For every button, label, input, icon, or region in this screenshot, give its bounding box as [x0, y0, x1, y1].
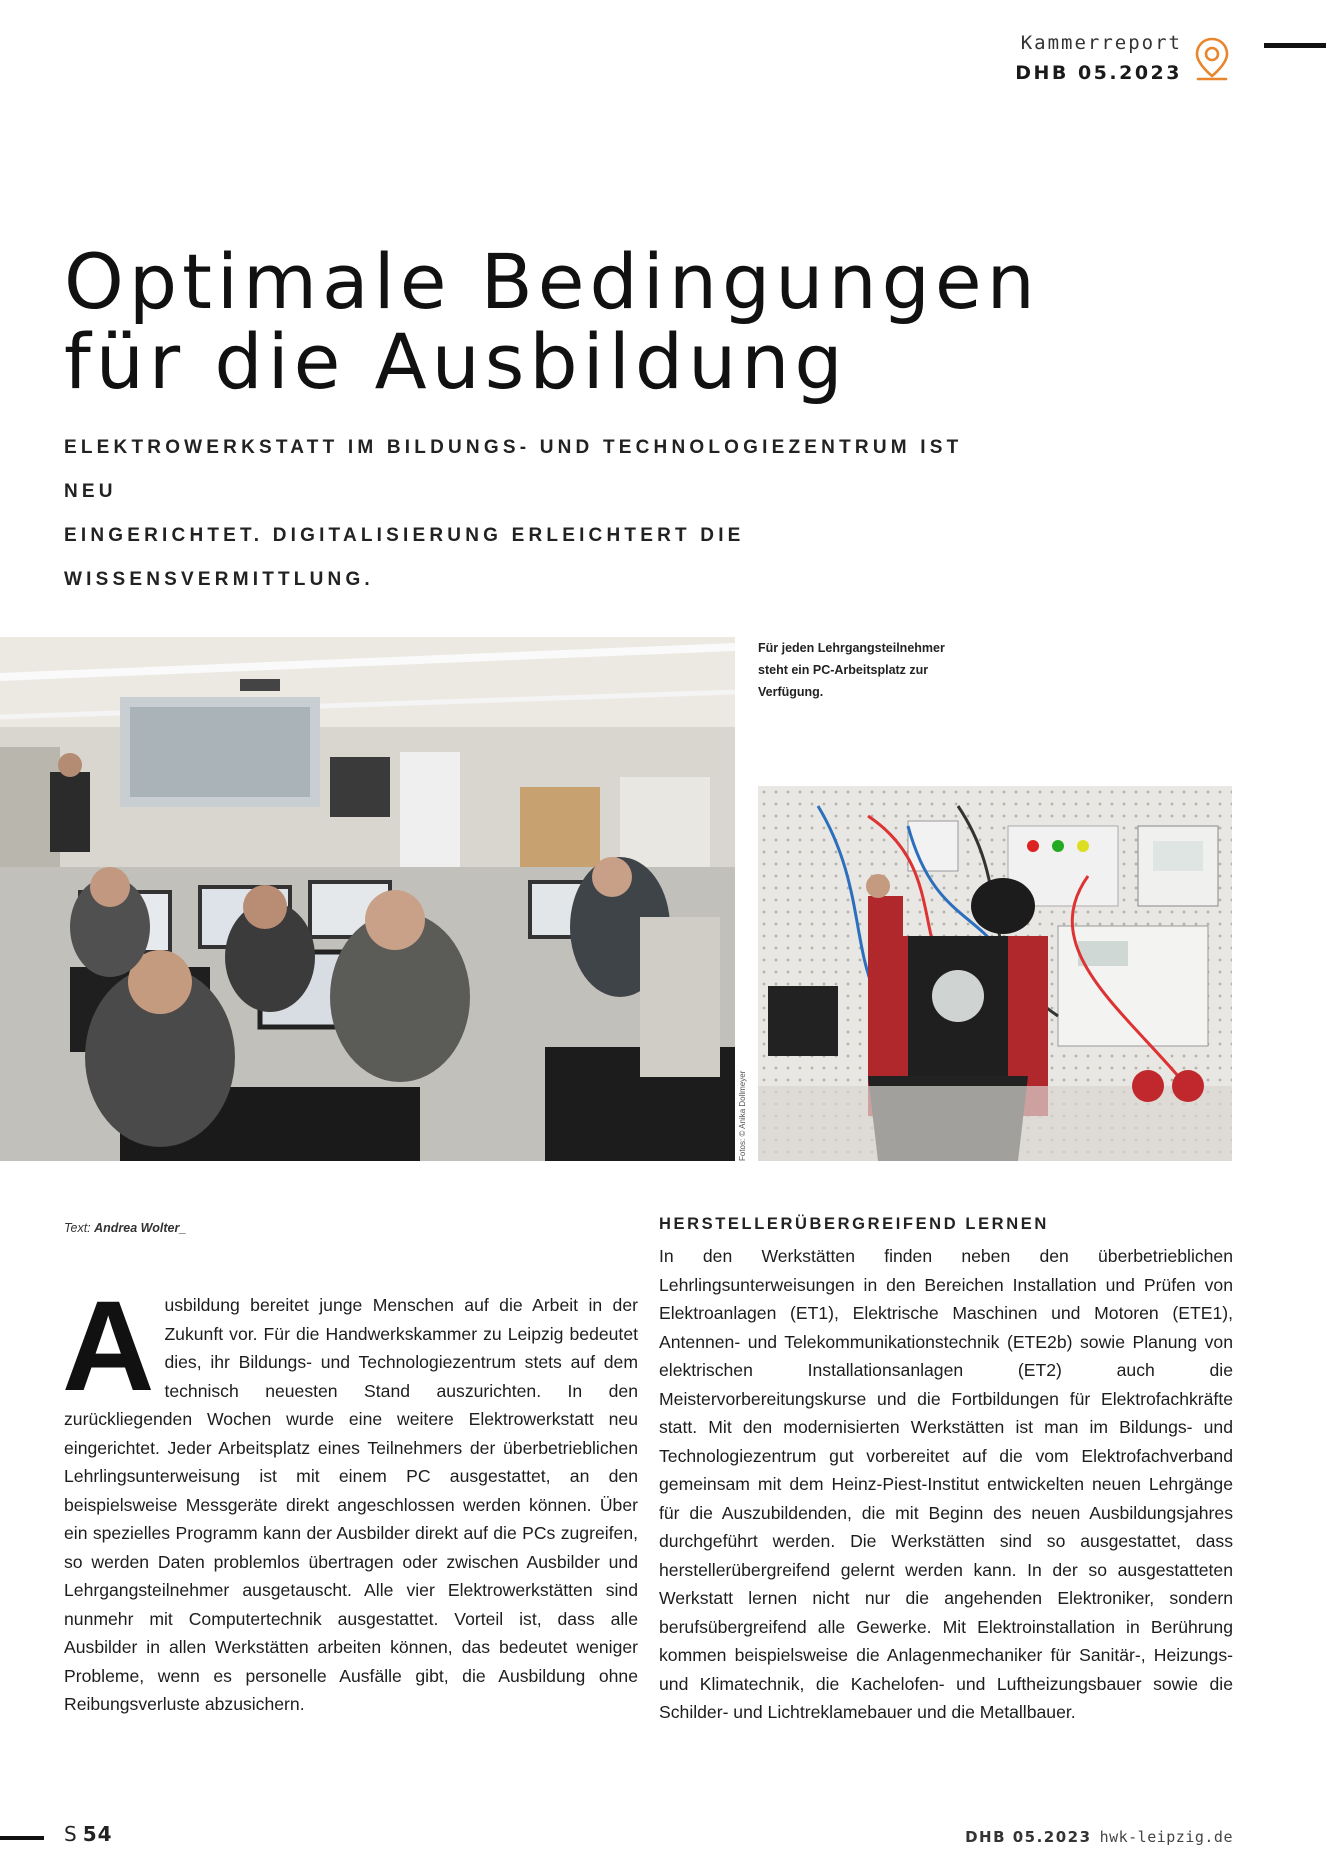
title-line-2: für die Ausbildung: [64, 317, 848, 406]
drop-cap: A: [62, 1275, 155, 1418]
section-label: Kammerreport: [1020, 32, 1182, 54]
byline-prefix: Text:: [64, 1221, 91, 1235]
page-number: [64, 1822, 113, 1846]
header-rule: [1264, 43, 1326, 48]
article-title: [64, 237, 1064, 406]
column-1-text: usbildung bereitet junge Menschen auf die Arbeit in der Zukunft vor. Für die Handwerkskammer zu Leipzig bedeutet dies, ihr Bildungs- und Technologiezentrum stets auf dem technisch neuesten Stand auszurichten. In den zurückliegenden Wochen wurde eine weitere Elektrowerkstatt neu eingerichtet. Jeder Arbeitsplatz eines Teilnehmers der überbetrieblichen Lehrlingsunterweisung ist mit einem PC ausgestattet, an den beispielsweise Messgeräte direkt angeschlossen werden können. Über ein spezielles Programm kann der Ausbilder direkt auf die PCs zugreifen, so werden Daten problemlos übertragen oder zwischen Ausbilder und Lehrgangsteilnehmer ausgetauscht. Alle vier Elektrowerkstätten sind nunmehr mit Computertechnik ausgestattet. Vorteil ist, dass alle Ausbilder in allen Werkstätten arbeiten können, das bedeutet weniger Probleme, wenn es personelle Ausfälle gibt, die Ausbildung ohne Reibungsverluste abzusichern.: [64, 1295, 638, 1714]
byline: [64, 1221, 186, 1235]
body-column-2: In den Werkstätten finden neben den überbetrieblichen Lehrlingsunterweisungen in den Bereichen Installation und Prüfen von Elektroanlagen (ET1), Elektrische Maschinen und Motoren (ETE1), Antennen- und Telekommunikationstechnik (ETE2b) sowie Planung von elektrischen Installationsanlagen (ET2) auch die Meistervorbereitungskurse und die Fortbildungen für Elektrofachkräfte statt. Mit den modernisierten Werkstätten ist man im Bildungs- und Technologiezentrum gut vorbereitet auf die vom Elektrofachverband gemeinsam mit dem Heinz-Piest-Institut entwickelten neuen Lehrgänge für die Auszubildenden, die mit Beginn des neuen Ausbildungsjahres durchgeführt werden. Die Werkstätten sind so ausgestattet, dass herstellerübergreifend gelernt werden kann. In der so ausgestatteten Werkstatt lernen nicht nur die angehenden Elektroniker, sondern berufsübergreifend alle Gewerke. Mit Elektroinstallation in Berührung kommen beispielsweise die Anlagenmechaniker für Sanitär-, Heizungs- und Klimatechnik, die Kachelofen- und Luftheizungsbauer sowie die Schilder- und Lichtreklamebauer und die Metallbauer.: [659, 1246, 1233, 1722]
photo-credit: Fotos: © Anika Dollmeyer: [738, 1070, 747, 1161]
footer-issue: DHB 05.2023: [965, 1828, 1092, 1846]
subtitle-line-1: ELEKTROWERKSTATT IM BILDUNGS- UND TECHNOLOGIEZENTRUM IST NEU: [64, 437, 963, 502]
issue-label: DHB 05.2023: [1015, 62, 1182, 84]
body-column-1: [62, 1275, 638, 1719]
byline-author: Andrea Wolter_: [94, 1221, 187, 1235]
section-heading: HERSTELLERÜBERGREIFEND LERNEN: [659, 1215, 1049, 1233]
footer-rule: [0, 1836, 44, 1840]
footer-info: [965, 1828, 1233, 1846]
electrical-workstation-photo: [758, 786, 1232, 1161]
article-subtitle: [64, 426, 964, 602]
location-pin-icon: [1193, 36, 1231, 82]
photo-caption: Für jeden Lehrgangsteilnehmer steht ein PC-Arbeitsplatz zur Verfügung.: [758, 641, 945, 699]
classroom-photo: [0, 637, 735, 1161]
subtitle-line-2: EINGERICHTET. DIGITALISIERUNG ERLEICHTERT DIE WISSENSVERMITTLUNG.: [64, 525, 745, 590]
page-number-value: 54: [82, 1822, 113, 1846]
footer-url: hwk-leipzig.de: [1099, 1828, 1233, 1846]
page-prefix: S: [64, 1822, 77, 1846]
title-line-1: Optimale Bedingungen: [64, 237, 1040, 326]
